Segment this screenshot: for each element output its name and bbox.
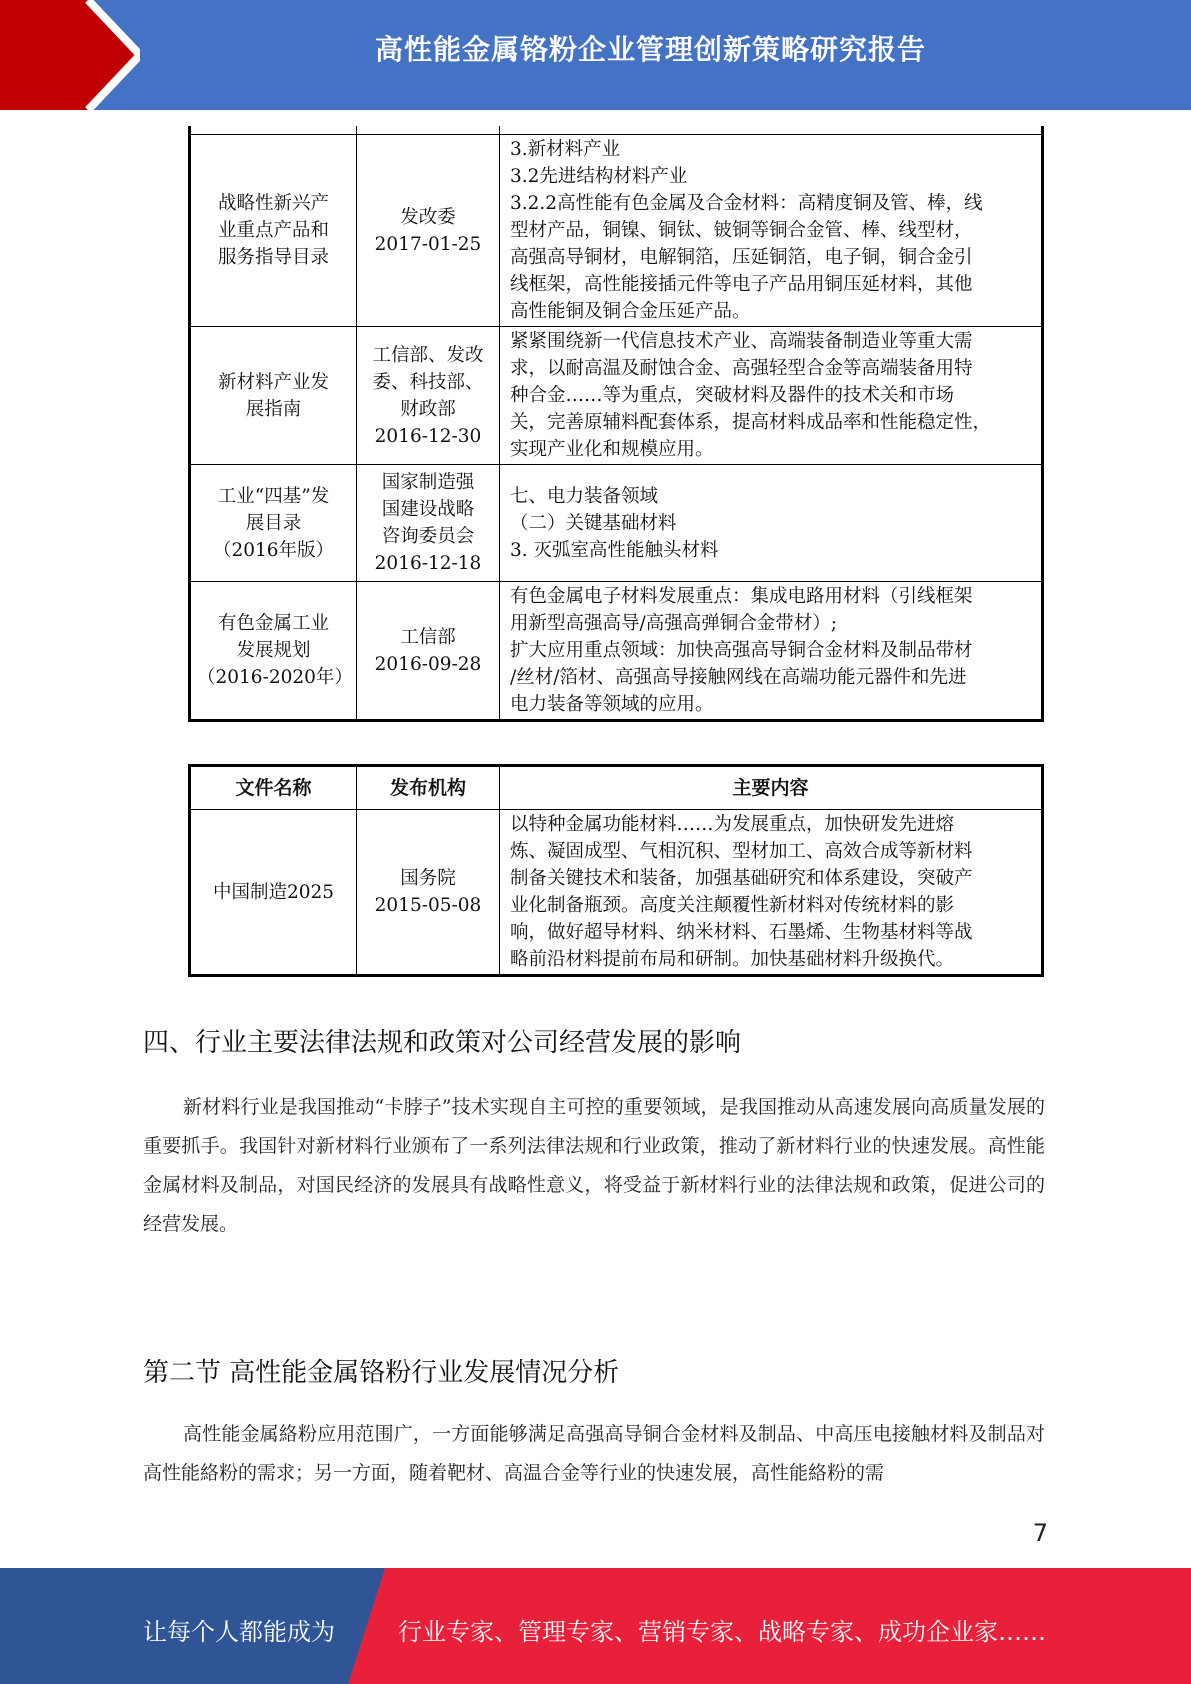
footer-slogan-left: 让每个人都能成为 xyxy=(143,1618,335,1646)
footer-slogan-right: 行业专家、管理专家、营销专家、战略专家、成功企业家…… xyxy=(398,1618,1046,1646)
cell-issuer-line: 国务院 xyxy=(400,868,456,889)
cell-document-name-line: 业重点产品和 xyxy=(217,220,329,241)
cell-issuer-line: 工信部、发改 xyxy=(372,344,484,366)
cell-content-line: /丝材/箔材、高强高导接触网线在高端功能元器件和先进 xyxy=(510,667,967,688)
section-heading-4: 四、行业主要法律法规和政策对公司经营发展的影响 xyxy=(143,1028,742,1058)
cell-document-name-line: 工业“四基”发 xyxy=(217,485,330,507)
table-row xyxy=(190,327,1043,465)
report-title: 高性能金属铬粉企业管理创新策略研究报告 xyxy=(374,33,926,66)
cell-content-line: 3.新材料产业 xyxy=(510,139,621,160)
cell-content-line: （二）关键基础材料 xyxy=(510,512,677,534)
section-2-paragraph: 高性能金属絡粉应用范围广，一方面能够满足高强高导铜合金材料及制品、中高压电接触材料及制品对高性能絡粉的需求；另一方面，随着靶材、高温合金等行业的快速发展，高性能絡粉的需 xyxy=(143,1423,1045,1484)
cell-content-line: 响，做好超导材料、纳米材料、石墨烯、生物基材料等战 xyxy=(510,922,973,943)
cell-issuer xyxy=(357,135,500,327)
cell-issuer-line: 国家制造强 xyxy=(381,472,475,493)
cell-content-line: 高强高导铜材，电解铜箔，压延铜箔，电子铜，铜合金引 xyxy=(510,247,973,268)
cell-content-line: 七、电力装备领域 xyxy=(510,485,659,507)
footer-band xyxy=(0,1568,1191,1684)
cell-content-line: 3. 灭弧室高性能触头材料 xyxy=(510,539,719,561)
cell-issuer-line: 发改委 xyxy=(400,206,456,228)
cell-document-name-line: 战略性新兴产 xyxy=(217,193,329,214)
policy-table-main xyxy=(188,764,1044,977)
col-header-name: 文件名称 xyxy=(190,766,357,810)
cell-issuer-line: 工信部 xyxy=(400,626,456,648)
cell-issuer xyxy=(357,327,500,465)
cell-content-line: 3.2.2高性能有色金属及合金材料：高精度铜及管、棒，线 xyxy=(510,193,983,214)
cell-document-name-line: 发展规划 xyxy=(236,640,311,661)
cell-content-line: 高性能铜及铜合金压延产品。 xyxy=(510,301,751,322)
table-row xyxy=(190,582,1043,721)
red-arrow-decoration xyxy=(0,0,140,110)
table-row xyxy=(190,810,1043,976)
cell-issuer-line: 2016-09-28 xyxy=(374,653,482,675)
cell-content xyxy=(500,135,1043,327)
col-header-content: 主要内容 xyxy=(500,766,1043,810)
cell-issuer xyxy=(357,465,500,582)
table-header-row xyxy=(190,766,1043,810)
cell-content xyxy=(500,582,1043,721)
cell-issuer-line: 国建设战略 xyxy=(381,499,475,520)
cell-issuer-line: 咨询委员会 xyxy=(381,526,475,547)
cell-content-line: 线框架，高性能接插元件等电子产品用铜压延材料，其他 xyxy=(510,274,973,295)
cell-content-line: 型材产品，铜镍、铜钛、铍铜等铜合金管、棒、线型材， xyxy=(510,220,973,241)
cell-content-line: 略前沿材料提前布局和研制。加快基础材料升级换代。 xyxy=(510,949,955,970)
cell-content-line: 电力装备等领域的应用。 xyxy=(510,694,714,715)
cell-content-line: 种合金……等为重点，突破材料及器件的技术关和市场 xyxy=(510,385,955,406)
cell-issuer-line: 2016-12-18 xyxy=(374,553,482,574)
table-row xyxy=(190,465,1043,582)
cell-document-name-line: 有色金属工业 xyxy=(217,613,329,634)
cell-content xyxy=(500,810,1043,976)
cell-document-name xyxy=(190,327,357,465)
cell-content-line: 实现产业化和规模应用。 xyxy=(510,439,714,460)
cell-document-name xyxy=(190,582,357,721)
cell-document-name-line: （2016年版） xyxy=(212,539,335,561)
cell-document-name-line: 中国制造2025 xyxy=(212,881,335,903)
cell-issuer xyxy=(357,582,500,721)
cell-document-name-line: 新材料产业发 xyxy=(217,371,329,393)
cell-content-line: 以特种金属功能材料……为发展重点，加快研发先进熔 xyxy=(510,814,955,835)
cell-content-line: 3.2先进结构材料产业 xyxy=(510,166,688,187)
cell-content-line: 紧紧围绕新一代信息技术产业、高端装备制造业等重大需 xyxy=(510,331,973,352)
cell-issuer-line: 财政部 xyxy=(400,398,456,420)
cell-content-line: 用新型高强高导/高强高弹铜合金带材）; xyxy=(510,613,837,634)
page-number: 7 xyxy=(1032,1519,1048,1547)
section-heading-2: 第二节 高性能金属铬粉行业发展情况分析 xyxy=(143,1358,620,1388)
cell-document-name-line: 服务指导目录 xyxy=(217,247,329,268)
cell-content-line: 制备关键技术和装备，加强基础研究和体系建设，突破产 xyxy=(510,868,973,889)
cell-content-line: 扩大应用重点领域：加快高强高导铜合金材料及制品带材 xyxy=(510,640,973,661)
cell-content xyxy=(500,327,1043,465)
cell-content-line: 求，以耐高温及耐蚀合金、高强轻型合金等高端装备用特 xyxy=(510,358,973,379)
section-4-paragraph: 新材料行业是我国推动“卡脖子”技术实现自主可控的重要领域，是我国推动从高速发展向高质量发展的重要抓手。我国针对新材料行业颁布了一系列法律法规和行业政策，推动了新材料行业的快速发展。高性能金属材料及制品，对国民经济的发展具有战略性意义，将受益于新材料行业的法律法规和政策，促进公司的经营发展。 xyxy=(143,1096,1045,1235)
cell-content-line: 炼、凝固成型、气相沉积、型材加工、高效合成等新材料 xyxy=(510,841,973,862)
cell-issuer xyxy=(357,810,500,976)
cell-document-name xyxy=(190,810,357,976)
table-row xyxy=(190,135,1043,327)
policy-table-continued xyxy=(188,126,1044,722)
cell-document-name-line: 展指南 xyxy=(245,398,302,420)
cell-document-name xyxy=(190,135,357,327)
table-row-cutoff xyxy=(190,126,1043,135)
header-band xyxy=(0,0,1191,110)
cell-issuer-line: 2017-01-25 xyxy=(374,233,482,255)
cell-document-name-line: （2016-2020年） xyxy=(197,667,353,688)
cell-content xyxy=(500,465,1043,582)
cell-document-name xyxy=(190,465,357,582)
cell-issuer-line: 2015-05-08 xyxy=(374,895,482,916)
col-header-org: 发布机构 xyxy=(357,766,500,810)
cell-document-name-line: 展目录 xyxy=(245,512,302,534)
cell-content-line: 有色金属电子材料发展重点：集成电路用材料（引线框架 xyxy=(510,586,973,607)
cell-issuer-line: 委、科技部、 xyxy=(372,371,484,393)
cell-content-line: 业化制备瓶颈。高度关注颠覆性新材料对传统材料的影 xyxy=(510,895,955,916)
cell-content-line: 关，完善原辅料配套体系，提高材料成品率和性能稳定性， xyxy=(510,412,992,433)
cell-issuer-line: 2016-12-30 xyxy=(374,425,482,447)
